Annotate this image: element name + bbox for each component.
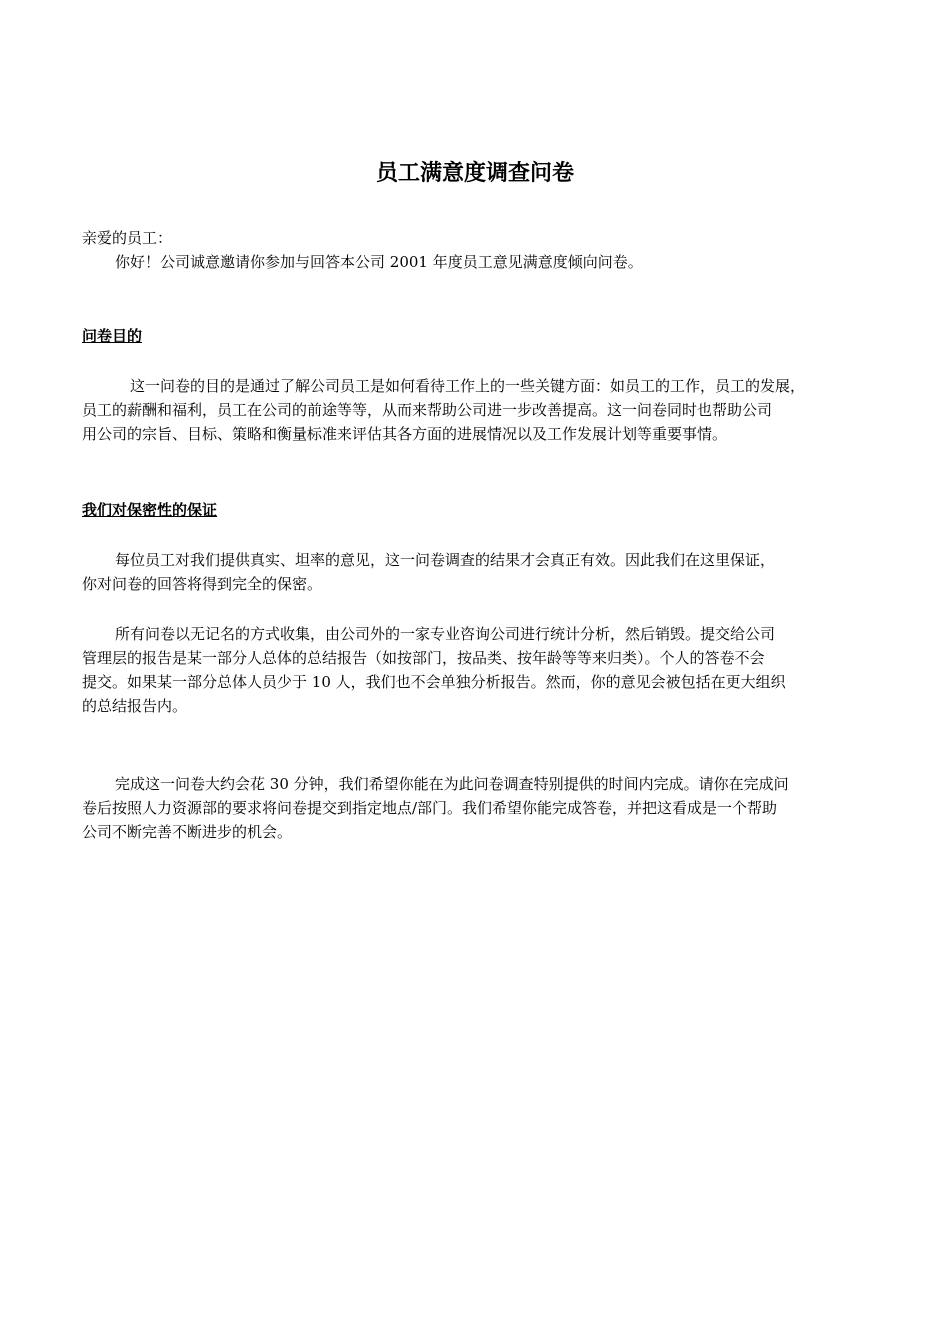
paragraph-line: 的总结报告内。 — [82, 697, 188, 715]
document-title: 员工满意度调查问卷 — [375, 161, 574, 186]
paragraph-line: 用公司的宗旨、目标、策略和衡量标准来评估其各方面的进展情况以及工作发展计划等重要事情。 — [82, 425, 728, 443]
greeting: 亲爱的员工： — [82, 229, 173, 247]
paragraph-line: 员工的薪酬和福利，员工在公司的前途等等，从而来帮助公司进一步改善提高。这一问卷同时也帮助公司 — [82, 401, 773, 419]
paragraph-line: 这一问卷的目的是通过了解公司员工是如何看待工作上的一些关键方面：如员工的工作，员工的发展， — [130, 377, 806, 395]
purpose-paragraph — [82, 374, 882, 446]
paragraph-line: 完成这一问卷大约会花 30 分钟，我们希望你能在为此问卷调查特别提供的时间内完成。请你在完成问 — [115, 775, 789, 793]
paragraph-line: 提交。如果某一部分总体人员少于 10 人，我们也不会单独分析报告。然而，你的意见会被包括在更大组织 — [82, 673, 786, 691]
paragraph-line: 所有问卷以无记名的方式收集，由公司外的一家专业咨询公司进行统计分析，然后销毁。提交给公司 — [115, 625, 776, 643]
section-heading-confidentiality: 我们对保密性的保证 — [82, 501, 218, 519]
confidentiality-paragraph-1 — [82, 548, 882, 596]
section-heading-purpose: 问卷目的 — [82, 327, 143, 345]
paragraph-line: 你对问卷的回答将得到完全的保密。 — [82, 575, 323, 593]
confidentiality-paragraph-2 — [82, 622, 882, 718]
paragraph-line: 每位员工对我们提供真实、坦率的意见，这一问卷调查的结果才会真正有效。因此我们在这里保证， — [115, 551, 776, 569]
paragraph-line: 管理层的报告是某一部分人总体的总结报告（如按部门，按品类、按年龄等等来归类）。个人的答卷不会 — [82, 649, 765, 667]
paragraph-line: 公司不断完善不断进步的机会。 — [82, 823, 293, 841]
completion-paragraph — [82, 772, 882, 844]
intro-text: 你好！公司诚意邀请你参加与回答本公司 2001 年度员工意见满意度倾向问卷。 — [115, 253, 643, 271]
paragraph-line: 卷后按照人力资源部的要求将问卷提交到指定地点/部门。我们希望你能完成答卷，并把这看成是一个帮助 — [82, 799, 778, 817]
